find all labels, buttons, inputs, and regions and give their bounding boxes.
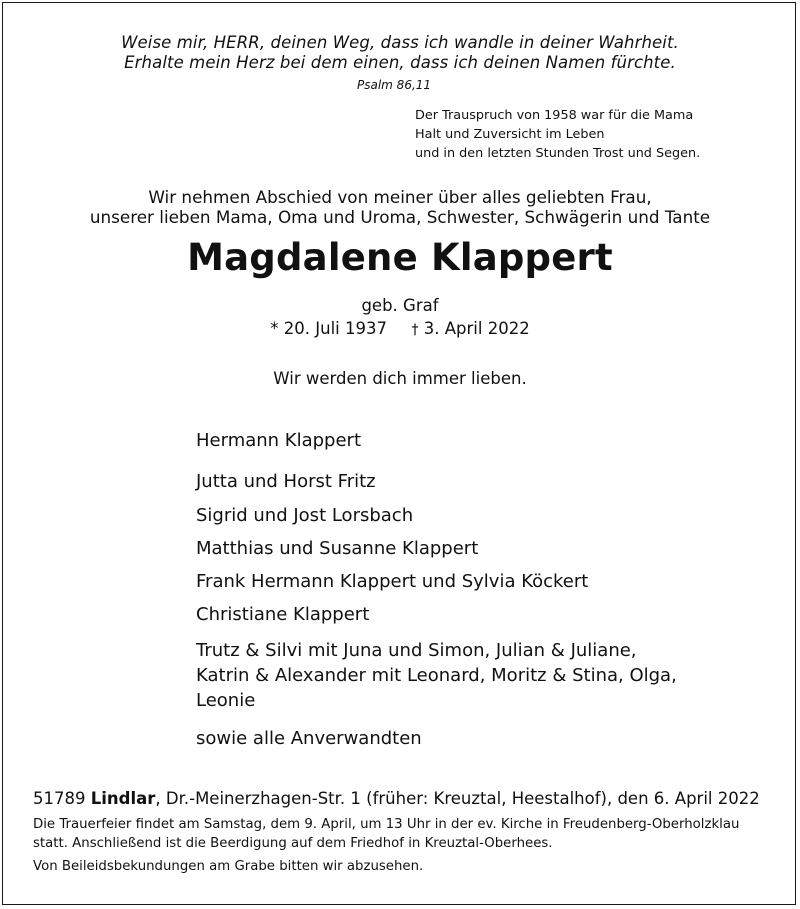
note-line-2: Halt und Zuversicht im Leben	[415, 127, 605, 142]
grandchildren-line: Leonie	[196, 690, 256, 711]
grandchildren-line: Trutz & Silvi mit Juna und Simon, Julian & Juliane,	[196, 640, 637, 661]
address-rest: , Dr.-Meinerzhagen-Str. 1 (früher: Kreuztal, Heestalhof), den 6. April 2022	[155, 789, 760, 808]
note-line-3: und in den letzten Stunden Trost und Segen.	[415, 146, 701, 161]
life-dates	[0, 319, 800, 338]
funeral-line-2: statt. Anschließend ist die Beerdigung auf dem Friedhof in Kreuztal-Oberhees.	[33, 836, 553, 851]
motto-line-1: Weise mir, HERR, deinen Weg, dass ich wandle in deiner Wahrheit.	[121, 33, 679, 52]
child-entry: Jutta und Horst Fritz	[196, 471, 376, 492]
city: Lindlar	[90, 789, 156, 808]
spouse-name: Hermann Klappert	[196, 430, 362, 451]
farewell-message: Wir werden dich immer lieben.	[273, 369, 527, 388]
child-entry: Matthias und Susanne Klappert	[196, 538, 479, 559]
child-entry: Sigrid und Jost Lorsbach	[196, 505, 414, 526]
relatives-line: sowie alle Anverwandten	[196, 728, 422, 749]
condolence-note: Von Beileidsbekundungen am Grabe bitten wir abzusehen.	[33, 859, 424, 874]
motto-line-2: Erhalte mein Herz bei dem einen, dass ich deinen Namen fürchte.	[124, 53, 676, 72]
birth-date: * 20. Juli 1937	[270, 319, 388, 338]
funeral-line-1: Die Trauerfeier findet am Samstag, dem 9. April, um 13 Uhr in der ev. Kirche in Freudenberg-Oberholzklau	[33, 817, 740, 832]
postcode: 51789	[33, 789, 86, 808]
intro-line-2: unserer lieben Mama, Oma und Uroma, Schwester, Schwägerin und Tante	[89, 207, 711, 227]
child-entry: Frank Hermann Klappert und Sylvia Köckert	[196, 571, 589, 592]
cross-icon: †	[411, 322, 419, 338]
deceased-name: Magdalene Klappert	[187, 236, 613, 279]
note-line-1: Der Trauspruch von 1958 war für die Mama	[415, 108, 694, 123]
address-line	[33, 789, 760, 808]
intro-line-1: Wir nehmen Abschied von meiner über alles geliebten Frau,	[148, 187, 652, 207]
grandchildren-line: Katrin & Alexander mit Leonard, Moritz & Stina, Olga,	[196, 665, 677, 686]
motto-source: Psalm 86,11	[357, 78, 432, 92]
birth-name: geb. Graf	[361, 296, 439, 315]
death-date: 3. April 2022	[423, 319, 530, 338]
child-entry: Christiane Klappert	[196, 604, 370, 625]
notice-border	[2, 2, 796, 905]
